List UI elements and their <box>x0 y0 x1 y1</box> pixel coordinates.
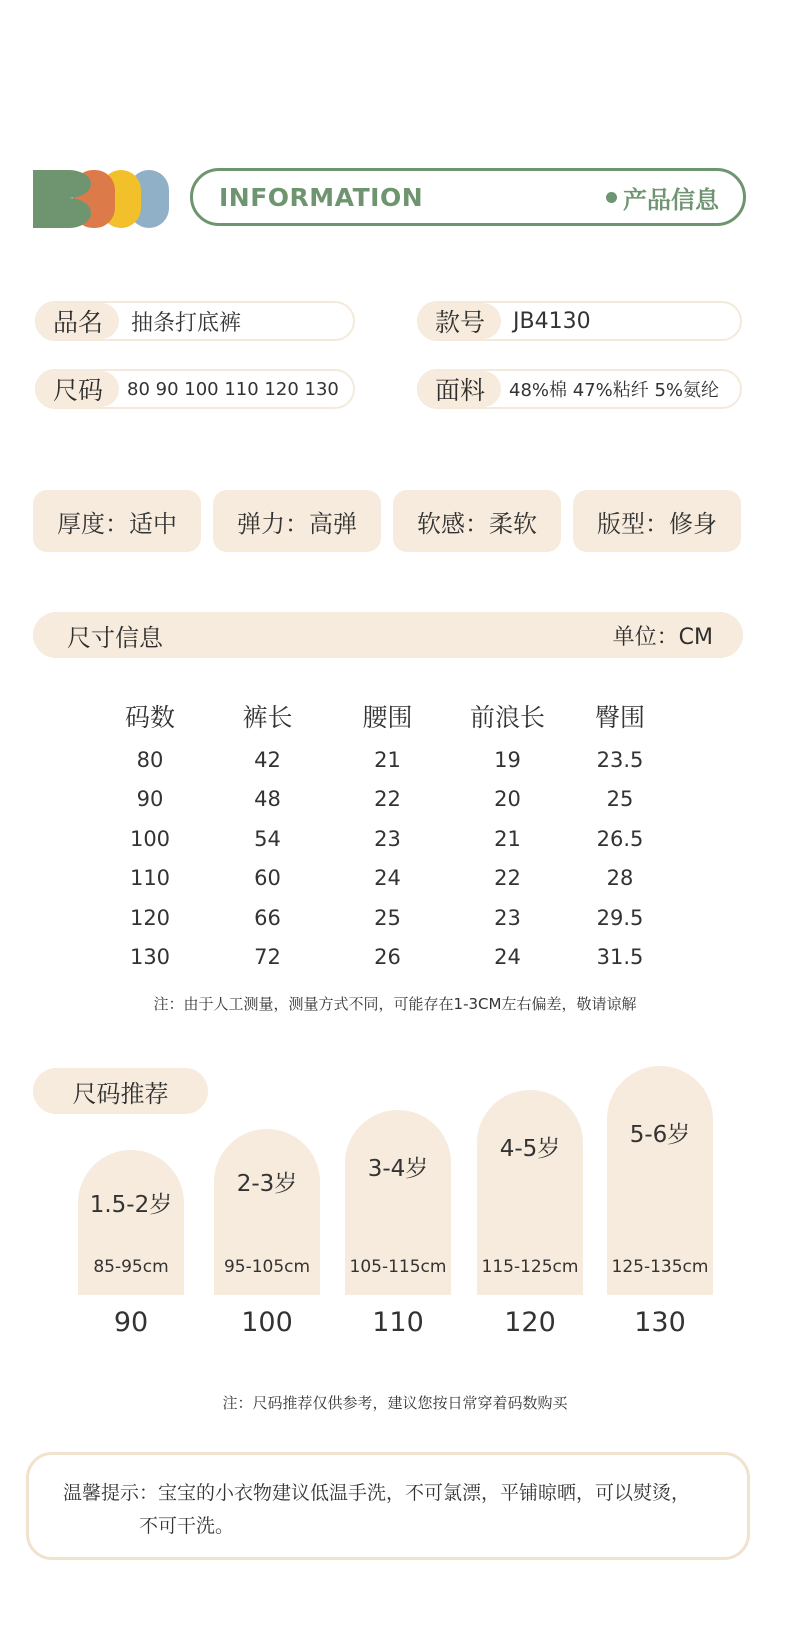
table-cell: 22 <box>494 866 521 891</box>
table-cell: 29.5 <box>596 905 644 930</box>
style-no-field <box>417 301 742 341</box>
table-cell: 26 <box>374 945 401 970</box>
table-cell: 23 <box>494 905 521 930</box>
thickness-chip: 厚度：适中 <box>33 490 201 552</box>
fabric-value: 48%棉 47%粘纤 5%氨纶 <box>509 380 720 401</box>
recommend-card-1 <box>78 1150 184 1338</box>
table-row <box>90 898 690 938</box>
fabric-label: 面料 <box>419 371 501 407</box>
size-info-bar <box>33 612 743 658</box>
table-cell: 23 <box>374 826 401 851</box>
care-tips-line-2: 不可干洗。 <box>139 1515 235 1537</box>
table-cell: 42 <box>254 747 281 772</box>
table-row <box>90 819 690 859</box>
bullet-dot-icon <box>606 192 617 203</box>
height-label: 125-135cm <box>611 1257 709 1277</box>
size-label: 130 <box>634 1307 686 1338</box>
size-label: 110 <box>372 1307 424 1338</box>
table-row <box>90 859 690 899</box>
brand-logo <box>33 168 183 230</box>
table-header-row <box>90 692 690 740</box>
table-header-cell: 腰围 <box>362 703 413 732</box>
age-label: 5-6岁 <box>629 1122 691 1148</box>
table-cell: 72 <box>254 945 281 970</box>
table-cell: 48 <box>254 787 281 812</box>
care-tips-line-1: 温馨提示：宝宝的小衣物建议低温手洗，不可氯漂，平铺晾晒，可以熨烫， <box>63 1482 691 1504</box>
size-unit: 单位：CM <box>612 624 713 650</box>
measurement-note: 注：由于人工测量，测量方式不同，可能存在1-3CM左右偏差，敬请谅解 <box>153 995 637 1013</box>
size-info-title: 尺寸信息 <box>67 623 163 652</box>
style-no-label: 款号 <box>419 303 501 339</box>
age-label: 3-4岁 <box>367 1156 429 1182</box>
header-title-cn-group <box>606 180 719 215</box>
table-cell: 90 <box>136 787 164 812</box>
information-header <box>190 168 746 226</box>
arch-shape <box>345 1110 451 1295</box>
height-label: 85-95cm <box>93 1257 169 1277</box>
table-header-cell: 臀围 <box>594 703 645 732</box>
age-label: 2-3岁 <box>236 1171 298 1197</box>
table-cell: 60 <box>254 866 281 891</box>
table-cell: 22 <box>374 787 401 812</box>
table-row <box>90 780 690 820</box>
height-label: 115-125cm <box>481 1257 579 1277</box>
size-range-field <box>35 369 355 409</box>
age-label: 1.5-2岁 <box>89 1192 173 1218</box>
table-row <box>90 938 690 978</box>
table-cell: 28 <box>606 866 634 891</box>
table-cell: 31.5 <box>596 945 644 970</box>
table-row <box>90 740 690 780</box>
table-cell: 26.5 <box>596 826 644 851</box>
recommend-note: 注：尺码推荐仅供参考，建议您按日常穿着码数购买 <box>222 1394 568 1412</box>
table-cell: 100 <box>129 826 171 851</box>
arch-shape <box>78 1150 184 1295</box>
table-cell: 24 <box>494 945 521 970</box>
elasticity-chip: 弹力：高弹 <box>213 490 381 552</box>
table-cell: 25 <box>374 905 401 930</box>
table-header-cell: 码数 <box>124 703 175 732</box>
recommend-card-5 <box>607 1066 713 1338</box>
recommend-card-3 <box>345 1110 451 1338</box>
size-table <box>90 692 690 977</box>
arch-shape <box>477 1090 583 1295</box>
product-name-field <box>35 301 355 341</box>
size-label: 100 <box>241 1307 293 1338</box>
table-header-cell: 前浪长 <box>469 703 545 732</box>
recommend-card-2 <box>214 1129 320 1338</box>
height-label: 105-115cm <box>349 1257 447 1277</box>
size-range-value: 80 90 100 110 120 130 <box>127 378 339 400</box>
softness-chip: 软感：柔软 <box>393 490 561 552</box>
recommend-card-4 <box>477 1090 583 1338</box>
header-title-en: INFORMATION <box>219 182 424 212</box>
table-cell: 19 <box>494 747 521 772</box>
size-recommend-title: 尺码推荐 <box>33 1068 208 1114</box>
table-cell: 80 <box>136 747 164 772</box>
table-header-cell: 裤长 <box>242 703 293 732</box>
table-cell: 21 <box>374 747 401 772</box>
arch-shape <box>214 1129 320 1295</box>
height-label: 95-105cm <box>223 1257 311 1277</box>
age-label: 4-5岁 <box>499 1136 561 1162</box>
fabric-field <box>417 369 742 409</box>
table-cell: 20 <box>494 787 521 812</box>
header-title-cn: 产品信息 <box>623 185 719 214</box>
table-cell: 25 <box>606 787 634 812</box>
style-no-value: JB4130 <box>513 308 591 334</box>
table-cell: 21 <box>494 826 521 851</box>
arch-shape <box>607 1066 713 1295</box>
table-cell: 23.5 <box>596 747 644 772</box>
size-range-label: 尺码 <box>37 371 119 407</box>
table-cell: 24 <box>374 866 401 891</box>
product-name-label: 品名 <box>37 303 119 339</box>
size-label: 90 <box>113 1307 149 1338</box>
fit-chip: 版型：修身 <box>573 490 741 552</box>
table-cell: 66 <box>254 905 281 930</box>
care-tips-box <box>26 1452 750 1560</box>
table-cell: 54 <box>254 826 281 851</box>
table-cell: 110 <box>129 866 171 891</box>
product-name-value: 抽条打底裤 <box>131 310 242 336</box>
table-cell: 130 <box>129 945 171 970</box>
size-label: 120 <box>504 1307 556 1338</box>
table-cell: 120 <box>129 905 171 930</box>
